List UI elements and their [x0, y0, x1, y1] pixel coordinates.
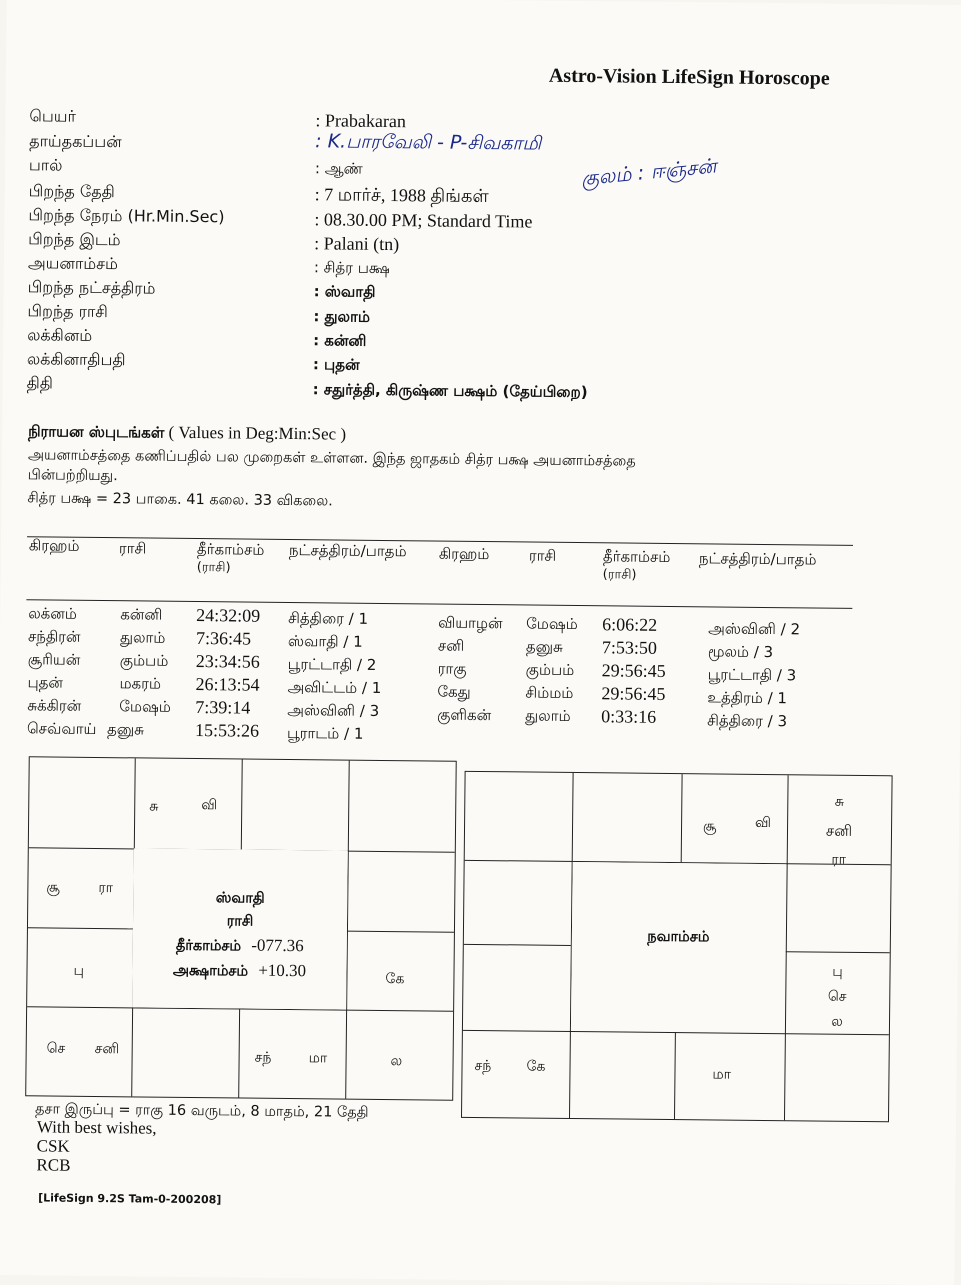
lagna-lord-label: லக்கினாதிபதி [26, 349, 126, 370]
table-row-longitude: 23:34:56 [195, 651, 260, 672]
grid-line [241, 760, 243, 850]
table-row-longitude: 26:13:54 [195, 674, 260, 695]
grid-line [347, 931, 454, 933]
rasi-sagittarius-planet: செ [46, 1040, 66, 1057]
table-row-star: ஸ்வாதி / 1 [287, 631, 363, 651]
table-row-planet: புதன் [27, 673, 64, 692]
col-star-header-right: நட்சத்திரம்/பாதம் [698, 549, 817, 569]
table-row-rasi: சிம்மம் [525, 683, 574, 702]
col-longitude-header [197, 540, 265, 577]
table-row-longitude: 7:36:45 [195, 628, 252, 649]
table-row-planet: சனி [437, 636, 465, 655]
ayanamsa-label: அயனாம்சம் [27, 253, 119, 274]
table-row-rasi: மகரம் [119, 674, 162, 693]
grid-line [28, 927, 133, 929]
table-row-planet: சந்திரன் [27, 627, 81, 646]
birth-place-label: பிறந்த இடம் [28, 229, 121, 250]
table-row-star: பூரட்டாதி / 3 [707, 665, 797, 685]
table-row-star: மூலம் / 3 [707, 642, 774, 662]
col-longitude-header-sub: (ராசி) [196, 560, 231, 576]
rasi-center-longitude [133, 932, 347, 959]
col-longitude-header-right [603, 547, 671, 584]
navamsa-chart [461, 771, 893, 1122]
lagna-lord-value: : புதன் [312, 355, 360, 374]
table-row-planet: செவ்வாய் [26, 719, 97, 738]
table-row-longitude: 15:53:26 [194, 720, 260, 741]
birth-date-label: பிறந்த தேதி [28, 181, 115, 202]
col-longitude-header-right-sub: (ராசி) [602, 567, 637, 583]
navamsa-virgo-planet: ல [831, 1013, 843, 1030]
table-row-rasi: தனுசு [525, 637, 563, 656]
document-title: Astro-Vision LifeSign Horoscope [548, 64, 830, 90]
name-value: : Prabakaran [315, 110, 407, 132]
table-row-star: பூராடம் / 1 [286, 723, 364, 743]
navamsa-sagittarius-planet: சந் [474, 1057, 492, 1075]
table-row-longitude: 24:32:09 [196, 605, 261, 626]
footer-line1: CSK [36, 1136, 70, 1156]
table-row-star: அஸ்வினி / 3 [287, 700, 380, 720]
table-row-rasi: கும்பம் [525, 660, 575, 679]
ayanamsa-value-line: சித்ர பக்ஷ = 23 பாகை. 41 கலை. 33 விகலை. [27, 490, 333, 510]
table-row-star: சித்திரை / 1 [288, 608, 369, 628]
table-row-longitude: 29:56:45 [601, 683, 666, 704]
rasi-virgo-planet: ல [390, 1053, 403, 1070]
rasi-center-sign: ராசி [226, 913, 254, 930]
rasi-sagittarius-planet: சனி [94, 1040, 120, 1058]
rasi-center-latitude-label: அக்ஷாம்சம் [172, 962, 249, 980]
rasi-center-longitude-value: -077.36 [251, 935, 304, 956]
rasi-aquarius-planet: ரா [98, 880, 114, 897]
col-rasi-header-right: ராசி [528, 546, 557, 565]
col-longitude-header-text: தீர்காம்சம் [196, 540, 265, 559]
sidereal-heading-bold: நிராயன ஸ்புடங்கள் [28, 422, 165, 442]
rasi-center-info [132, 886, 347, 984]
parents-label: தாய்தகப்பன் [29, 131, 122, 152]
table-row-planet: கேது [437, 682, 471, 701]
gender-value: : ஆண் [314, 159, 363, 178]
table-row-planet: குளிகன் [437, 705, 492, 725]
birth-star-label: பிறந்த நட்சத்திரம் [27, 277, 156, 298]
birth-date-value: : 7 மார்ச், 1988 திங்கள் [314, 184, 489, 207]
table-row-star: உத்திரம் / 1 [707, 688, 788, 708]
col-longitude-header-right-text: தீர்காம்சம் [602, 547, 671, 566]
table-row-longitude: 0:33:16 [601, 706, 657, 727]
navamsa-libra-planet: மா [712, 1066, 732, 1083]
col-rasi-header: ராசி [118, 539, 147, 558]
table-row-star: சித்திரை / 3 [707, 711, 788, 731]
table-row-rasi: துலாம் [525, 706, 571, 725]
birth-rasi-label: பிறந்த ராசி [27, 301, 108, 322]
parents-value: : K.பாரவேலி - P-சிவகாமி [315, 130, 542, 155]
tithi-label: திதி [26, 373, 53, 393]
grid-line [786, 951, 890, 953]
rasi-leo-planet: கே [385, 971, 405, 988]
col-planet-header-right: கிரஹம் [438, 544, 490, 564]
navamsa-virgo-house [785, 959, 890, 1035]
rasi-chart [25, 756, 457, 1100]
table-row-longitude: 6:06:22 [602, 614, 658, 635]
table-row-rasi: மேஷம் [526, 614, 578, 634]
birth-time-label: பிறந்த நேரம் (Hr.Min.Sec) [28, 205, 225, 227]
ayanamsa-para-line2: பின்பற்றியது. [27, 467, 118, 485]
rasi-libra-planet: மா [308, 1050, 328, 1067]
table-row-planet: லக்னம் [28, 604, 78, 623]
navamsa-center-label: நவாம்சம் [647, 928, 710, 946]
navamsa-virgo-planet: செ [827, 988, 847, 1005]
table-row-rasi: மேஷம் [119, 697, 171, 716]
table-row-longitude: 29:56:45 [601, 660, 666, 681]
rasi-center-latitude-value: +10.30 [258, 960, 307, 981]
ayanamsa-value: : சித்ர பக்ஷ [313, 258, 390, 278]
table-row-planet: சூரியன் [27, 650, 81, 669]
handwritten-gotra-note: குலம் : ஈஞ்சன் [579, 153, 718, 191]
navamsa-gemini-planet: சு [834, 793, 844, 810]
rasi-center-latitude [132, 957, 346, 984]
ayanamsa-para-line1: அயனாம்சத்தை கணிப்பதில் பல முறைகள் உள்ளன. இந்த ஜாதகம் சித்ர பக்ஷ அயனாம்சத்தை [27, 447, 636, 470]
navamsa-taurus-planet: வி [755, 814, 772, 832]
table-row-longitude: 7:53:50 [601, 637, 658, 658]
grid-line [238, 1008, 240, 1097]
dasa-balance-text: தசா இருப்பு = ராகு 16 வருடம், 8 மாதம், 21 தேதி [34, 1101, 369, 1121]
rasi-aries-planet: வி [201, 797, 218, 814]
lagna-value: : கன்னி [313, 331, 367, 350]
table-row-star: அஸ்வினி / 2 [708, 619, 801, 639]
navamsa-taurus-planet: சூ [702, 818, 717, 835]
rasi-center-longitude-label: தீர்காம்சம் [175, 937, 242, 955]
table-row-planet: வியாழன் [438, 613, 503, 633]
name-label: பெயர் [29, 106, 76, 126]
grid-line [572, 773, 574, 861]
table-row-longitude: 7:39:14 [195, 697, 251, 718]
table-row-planet: ராகு [437, 659, 467, 678]
gender-label: பால் [28, 155, 63, 175]
software-version: [LifeSign 9.2S Tam-0-200208] [38, 1191, 222, 1207]
tithi-value: : சதுர்த்தி, கிருஷ்ண பக்ஷம் (தேய்பிறை) [312, 380, 588, 402]
table-row-planet: சுக்கிரன் [27, 696, 82, 715]
birth-rasi-value: : துலாம் [313, 307, 371, 326]
table-row-rasi: துலாம் [119, 628, 166, 647]
navamsa-virgo-planet: பு [832, 963, 843, 980]
footer-wishes: With best wishes, [36, 1117, 157, 1138]
rasi-aquarius-planet: சூ [46, 879, 60, 896]
sidereal-heading-rest: ( Values in Deg:Min:Sec ) [164, 422, 347, 444]
birth-star-value: : ஸ்வாதி [313, 282, 376, 301]
table-row-star: அவிட்டம் / 1 [287, 677, 382, 697]
table-row-rasi: கும்பம் [119, 651, 169, 670]
lagna-label: லக்கினம் [27, 325, 93, 345]
birth-time-value: : 08.30.00 PM; Standard Time [314, 209, 533, 232]
footer-line2: RCB [36, 1155, 71, 1175]
table-row-rasi: கன்னி [120, 605, 163, 624]
grid-line [681, 774, 683, 862]
navamsa-sagittarius-planet: கே [526, 1058, 546, 1075]
grid-line [674, 1032, 676, 1119]
navamsa-gemini-planet: சனி [825, 821, 853, 840]
rasi-center-star: ஸ்வாதி [215, 890, 265, 907]
rasi-capricorn-planet: பு [73, 962, 85, 979]
rasi-libra-planet: சந் [254, 1049, 272, 1066]
navamsa-gemini-house [787, 787, 892, 875]
grid-line [464, 944, 571, 946]
rasi-aries-planet: சு [149, 798, 159, 815]
table-row-rasi: தனுசு [106, 720, 145, 739]
birth-place-value: : Palani (tn) [314, 233, 400, 255]
col-planet-header: கிரஹம் [28, 536, 80, 555]
navamsa-gemini-planet: ரா [831, 851, 847, 868]
sidereal-heading [28, 421, 346, 445]
col-star-header: நட்சத்திரம்/பாதம் [288, 540, 407, 561]
table-row-star: பூரட்டாதி / 2 [287, 654, 377, 674]
